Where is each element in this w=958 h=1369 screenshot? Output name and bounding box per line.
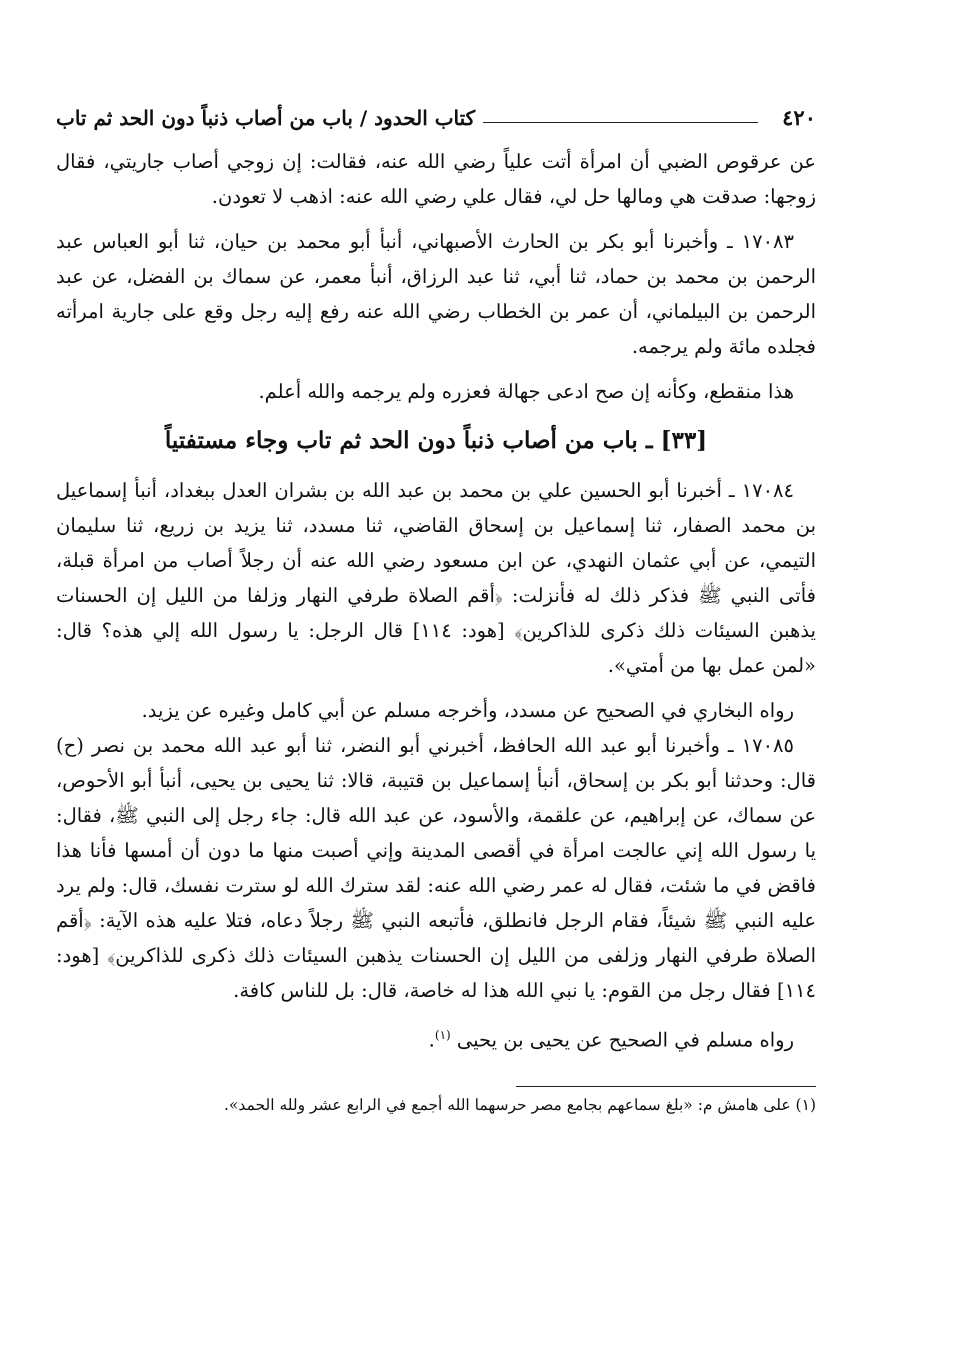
footnote: (١) على هامش م: «بلغ سماعهم بجامع مصر حرسهما الله أجمع في الرابع عشر ولله الحمد». [224, 1095, 816, 1114]
narration-note-1: رواه البخاري في الصحيح عن مسدد، وأخرجه مسلم عن أبي كامل وغيره عن يزيد. [141, 699, 794, 722]
footnote-rule [516, 1086, 816, 1087]
footnote-marker: (١) [434, 1028, 451, 1042]
section-title: [٣٣] ـ باب من أصاب ذنباً دون الحد ثم تاب وجاء مستفتياً [164, 427, 708, 454]
hadith-17083: ١٧٠٨٣ ـ وأخبرنا أبو بكر بن الحارث الأصبهاني، أنبأ أبو محمد بن حيان، ثنا أبو العباس عبد الرحمن بن محمد بن حماد، ثنا أبي، ثنا عبد الرزاق، أنبأ معمر، عن سماك بن الفضل، عن عبد الرحمن بن البيلماني، أن عمر بن الخطاب رضي الله عنه رفع إليه رجل وقع على جارية امرأته فجلده مائة ولم يرجمه. [56, 230, 816, 358]
page-header [56, 96, 816, 130]
header-rule [483, 122, 758, 123]
hadith-17084: ١٧٠٨٤ ـ أخبرنا أبو الحسين علي بن محمد بن عبد الله بن بشران العدل ببغداد، أنبأ إسماعيل بن محمد الصفار، ثنا إسماعيل بن إسحاق القاضي، ثنا مسدد، ثنا يزيد بن زريع، ثنا سليمان التيمي، عن أبي عثمان النهدي، عن ابن مسعود رضي الله عنه أن رجلاً أصاب من امرأة قبلة، فأتى النبي ﷺ فذكر ذلك له فأنزلت: ﴿أقم الصلاة طرفي النهار وزلفا من الليل إن الحسنات يذهبن السيئات ذلك ذكرى للذاكرين﴾ [هود: ١١٤] قال الرجل: يا رسول الله إلي هذه؟ قال: «لمن عمل بها من أمتي». [56, 479, 816, 677]
paragraph-1: عن عرقوص الضبي أن امرأة أتت علياً رضي الله عنه، فقالت: إن زوجي أصاب جاريتي، فقال زوجها: صدقت هي ومالها حل لي، فقال علي رضي الله عنه: اذهب لا تعودن. [56, 150, 816, 208]
page-number: ٤٢٠ [782, 105, 816, 130]
narration-note-2: رواه مسلم في الصحيح عن يحيى بن يحيى $^{(١)}$. [428, 1028, 794, 1052]
hadith-17085: ١٧٠٨٥ ـ وأخبرنا أبو عبد الله الحافظ، أخبرني أبو النضر، ثنا أبو عبد الله محمد بن نصر (ح) قال: وحدثنا أبو بكر بن إسحاق، أنبأ إسماعيل بن قتيبة، قالا: ثنا يحيى بن يحيى، أنبأ أبو الأحوص، عن سماك، عن إبراهيم، عن علقمة، والأسود، عن عبد الله قال: جاء رجل إلى النبي ﷺ، فقال: يا رسول الله إني عالجت امرأة في أقصى المدينة وإني أصبت منها ما دون أن أمسها فأنا هذا فاقض في ما شئت، فقال له عمر رضي الله عنه: لقد سترك الله لو سترت نفسك، قال: ولم يرد عليه النبي ﷺ شيئاً، فقام الرجل فانطلق، فأتبعه النبي ﷺ رجلاً دعاه، فتلا عليه هذه الآية: ﴿أقم الصلاة طرفي النهار وزلفى من الليل إن الحسنات يذهبن السيئات ذلك ذكرى للذاكرين﴾ [هود: ١١٤] فقال رجل من القوم: يا نبي الله هذا له خاصة، قال: بل للناس كافة. [56, 734, 816, 1002]
book-page [56, 96, 816, 1119]
commentary-paragraph: هذا منقطع، وكأنه إن صح ادعى جهالة فعزره ولم يرجمه والله أعلم. [258, 380, 794, 403]
running-title: كتاب الحدود / باب من أصاب ذنباً دون الحد ثم تاب [56, 106, 476, 130]
narration-note-2-text: رواه مسلم في الصحيح عن يحيى بن يحيى [456, 1028, 794, 1052]
